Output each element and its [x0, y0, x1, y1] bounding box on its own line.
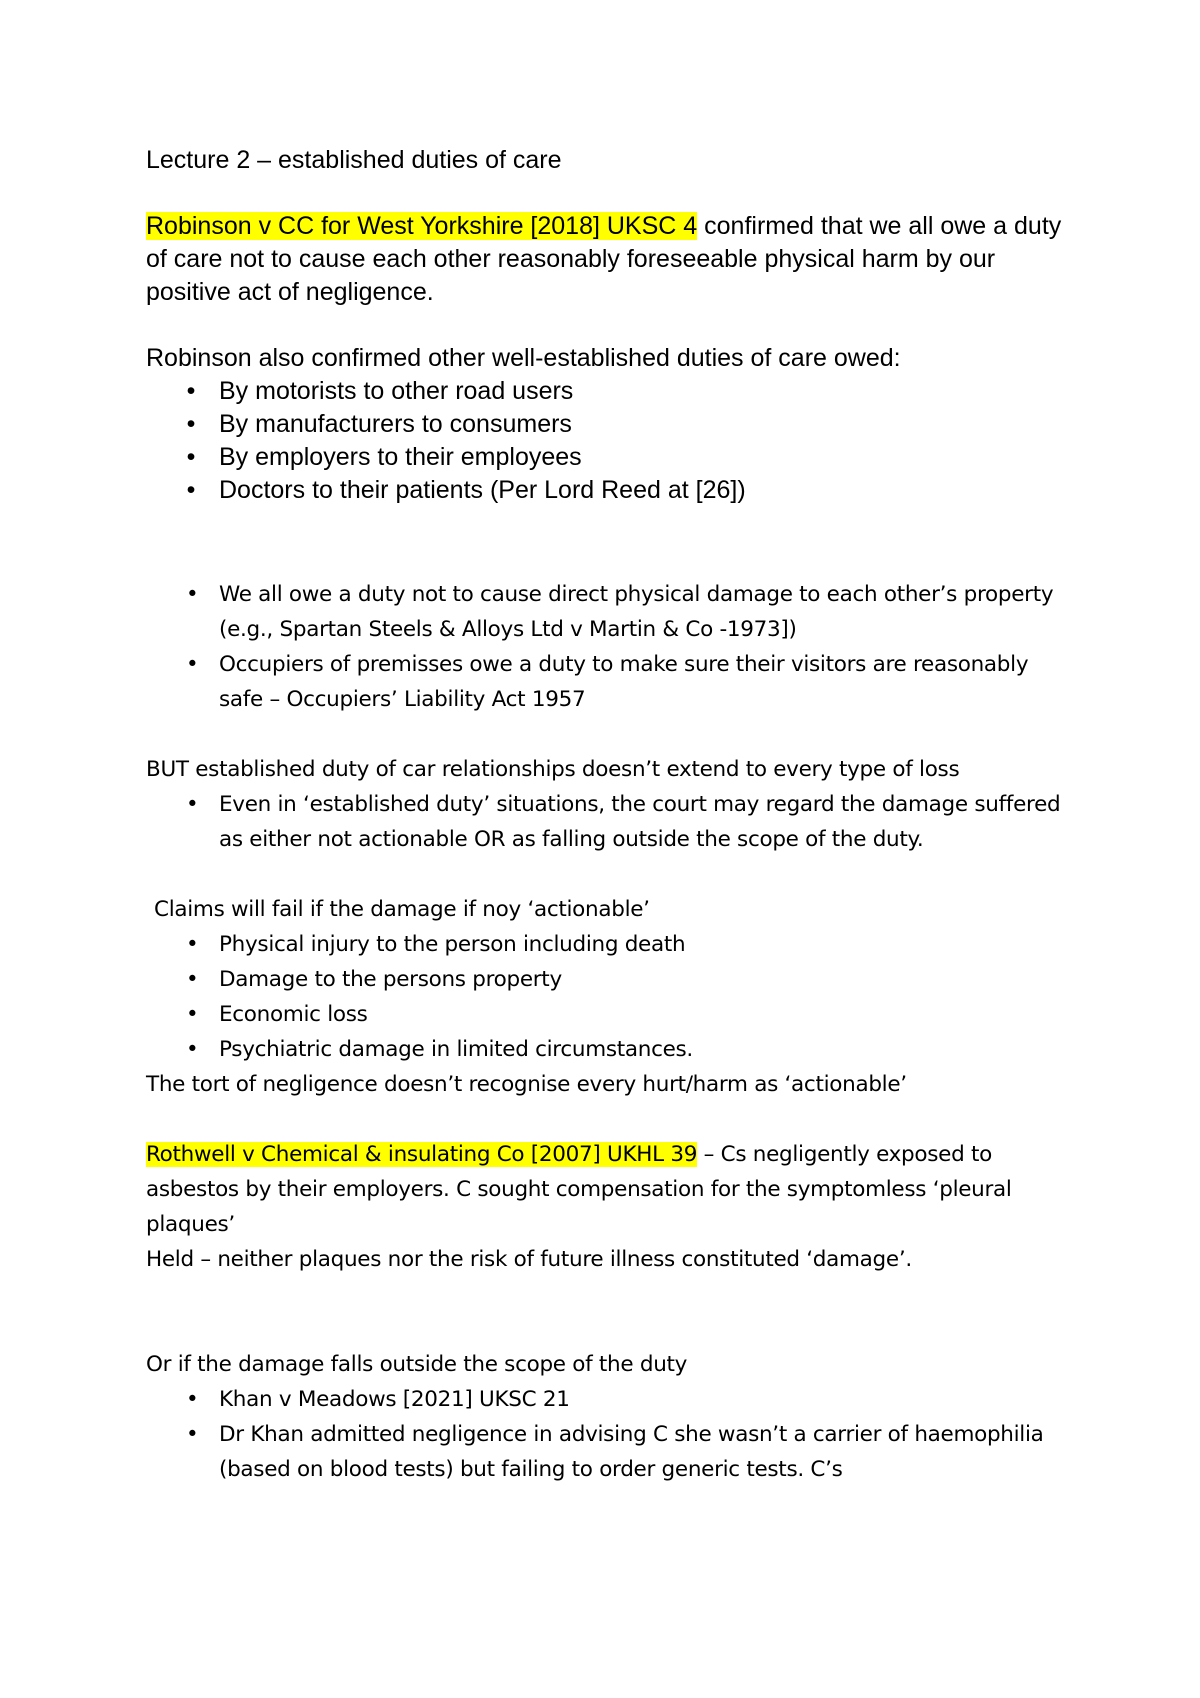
list-item: • By employers to their employees: [146, 441, 1076, 474]
robinson-duties-list: [146, 375, 1076, 507]
rothwell-case-citation: Rothwell v Chemical & insulating Co [2007] UKHL 39: [146, 1142, 698, 1167]
list-item: • We all owe a duty not to cause direct physical damage to each other’s property (e.g., Spartan Steels & Alloys Ltd v Martin & Co -1973]): [146, 577, 1076, 647]
list-item: • Khan v Meadows [2021] UKSC 21: [146, 1382, 1076, 1417]
bullet-icon: •: [186, 443, 196, 471]
bullet-icon: •: [186, 652, 199, 677]
scope-heading: Or if the damage falls outside the scope of the duty: [146, 1352, 688, 1377]
but-list: [146, 787, 1076, 857]
claims-heading: Claims will fail if the damage if noy ‘actionable’: [154, 897, 650, 922]
lecture-title: Lecture 2 – established duties of care: [146, 146, 562, 174]
robinson-also-paragraph: Robinson also confirmed other well-established duties of care owed:: [146, 344, 901, 372]
list-item: • Even in ‘established duty’ situations, the court may regard the damage suffered as either not actionable OR as falling outside the scope of the duty.: [146, 787, 1076, 857]
list-item: • By manufacturers to consumers: [146, 408, 1076, 441]
bullet-icon: •: [186, 967, 199, 992]
list-item: • Psychiatric damage in limited circumstances.: [146, 1032, 1076, 1067]
list-item: • By motorists to other road users: [146, 375, 1076, 408]
but-heading: BUT established duty of car relationships doesn’t extend to every type of loss: [146, 757, 960, 782]
rothwell-paragraph: [146, 1137, 1076, 1242]
general-duties-list: [146, 577, 1076, 717]
robinson-case-citation: Robinson v CC for West Yorkshire [2018] UKSC 4: [146, 212, 698, 240]
scope-list: [146, 1382, 1076, 1487]
list-item: • Damage to the persons property: [146, 962, 1076, 997]
bullet-icon: •: [186, 932, 199, 957]
list-item: • Doctors to their patients (Per Lord Reed at [26]): [146, 474, 1076, 507]
bullet-icon: •: [186, 1387, 199, 1412]
list-item: • Occupiers of premisses owe a duty to make sure their visitors are reasonably safe – Occupiers’ Liability Act 1957: [146, 647, 1076, 717]
bullet-icon: •: [186, 582, 199, 607]
robinson-intro-text: confirmed that we all owe a duty of care not to cause each other reasonably foreseeable physical harm by our positive act of negligence.: [146, 212, 1062, 306]
bullet-icon: •: [186, 377, 196, 405]
bullet-icon: •: [186, 792, 199, 817]
list-item: • Dr Khan admitted negligence in advising C she wasn’t a carrier of haemophilia (based on blood tests) but failing to order generic tests. C’s: [146, 1417, 1076, 1487]
bullet-icon: •: [186, 1422, 199, 1447]
tort-line: The tort of negligence doesn’t recognise every hurt/harm as ‘actionable’: [146, 1072, 907, 1097]
bullet-icon: •: [186, 476, 196, 504]
bullet-icon: •: [186, 1037, 199, 1062]
list-item: • Economic loss: [146, 997, 1076, 1032]
robinson-intro-paragraph: [146, 210, 1076, 309]
bullet-icon: •: [186, 410, 196, 438]
held-line: Held – neither plaques nor the risk of future illness constituted ‘damage’.: [146, 1247, 912, 1272]
list-item: • Physical injury to the person including death: [146, 927, 1076, 962]
actionable-damage-list: [146, 927, 1076, 1067]
bullet-icon: •: [186, 1002, 199, 1027]
rothwell-text: – Cs negligently exposed to asbestos by their employers. C sought compensation for the symptomless ‘pleural plaques’: [146, 1142, 1012, 1237]
document-body: [146, 144, 1076, 1487]
